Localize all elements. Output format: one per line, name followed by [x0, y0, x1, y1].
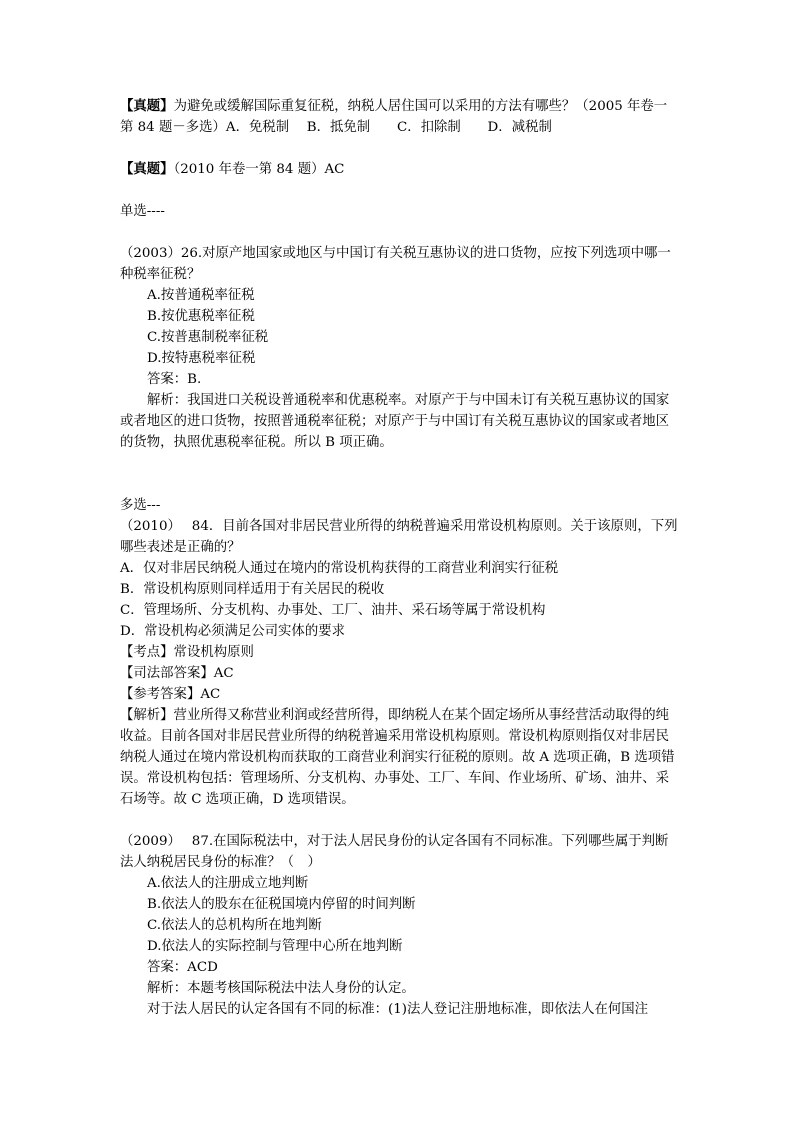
question-2-option-a: A.按普通税率征税: [147, 288, 255, 303]
question-3-ref-answer: 【参考答案】AC: [120, 687, 221, 702]
question-4-option-d: D.依法人的实际控制与管理中心所在地判断: [147, 939, 403, 954]
question-1: [120, 96, 680, 138]
question-3-analysis: 【解析】营业所得又称营业利润或经营所得，即纳税人在某个固定场所从事经营活动取得的纯收益。目前各国对非居民营业所得的纳税普遍采用常设机构原则。常设机构原则指仅对非居民纳税人通过在境内常设机构而获取的工商营业利润实行征税的原则。故 A 选项正确，B 选项错误。常设机构包括：管理场所、分支机构、办事处、工厂、车间、作业场所、矿场、油井、采石场等。故 C 选项正确，D 选项错误。: [120, 708, 675, 807]
question-2-stem: （2003）26.对原产地国家或地区与中国订有关税互惠协议的进口货物，应按下列选项中哪一种税率征税？: [120, 246, 671, 282]
question-3-option-d: D．常设机构必须满足公司实体的要求: [120, 624, 345, 639]
question-2-answer: 答案：B.: [147, 372, 202, 387]
question-3-option-b: B．常设机构原则同样适用于有关居民的税收: [120, 582, 385, 597]
question-3-option-c: C．管理场所、分支机构、办事处、工厂、油井、采石场等属于常设机构: [120, 603, 546, 618]
answer-text: （2010 年卷一第 84 题）AC: [173, 162, 345, 177]
question-3-sifa-answer: 【司法部答案】AC: [120, 666, 234, 681]
spacer: [120, 138, 680, 159]
question-2-option-c: C.按普惠制税率征税: [147, 330, 269, 345]
spacer: [120, 810, 680, 831]
spacer: [120, 222, 680, 243]
question-4-option-a: A.依法人的注册成立地判断: [147, 876, 309, 891]
question-4-option-c: C.依法人的总机构所在地判断: [147, 918, 322, 933]
question-3-stem: （2010） 84．目前各国对非居民营业所得的纳税普遍采用常设机构原则。关于该原则，下列哪些表述是正确的？: [120, 519, 678, 555]
multi-choice-header: 多选---: [120, 498, 161, 513]
document-body: [120, 96, 680, 1020]
answer-tag: 【真题】: [120, 161, 174, 177]
question-4-stem: （2009） 87.在国际税法中，对于法人居民身份的认定各国有不同标准。下列哪些属于判断法人纳税居民身份的标准？（ ）: [120, 834, 669, 870]
single-choice-header: 单选----: [120, 204, 165, 219]
question-2-option-d: D.按特惠税率征税: [147, 351, 256, 366]
question-3-kaodian: 【考点】常设机构原则: [120, 645, 254, 660]
spacer: [120, 453, 680, 495]
question-4-option-b: B.依法人的股东在征税国境内停留的时间判断: [147, 897, 416, 912]
question-2-analysis: 解析：我国进口关税设普通税率和优惠税率。对原产于与中国未订有关税互惠协议的国家或者地区的进口货物，按照普通税率征税；对原产于与中国订有关税互惠协议的国家或者地区的货物，执照优惠税率征税。所以 B 项正确。: [120, 393, 670, 450]
question-3-option-a: A．仅对非居民纳税人通过在境内的常设机构获得的工商营业利润实行征税: [120, 561, 559, 576]
question-1-tag: 【真题】: [120, 98, 174, 114]
question-2-option-b: B.按优惠税率征税: [147, 309, 255, 324]
question-4-analysis-2: 对于法人居民的认定各国有不同的标准：(1)法人登记注册地标准，即依法人在何国注: [147, 1002, 649, 1017]
question-4-answer: 答案：ACD: [147, 960, 218, 975]
question-1-answer: [120, 159, 680, 180]
spacer: [120, 180, 680, 201]
question-1-text: 为避免或缓解国际重复征税，纳税人居住国可以采用的方法有哪些？（2005 年卷一第 84 题－多选）A．免税制 B．抵免制 C．扣除制 D．减税制: [120, 99, 668, 135]
question-4-analysis-1: 解析：本题考核国际税法中法人身份的认定。: [147, 981, 415, 996]
